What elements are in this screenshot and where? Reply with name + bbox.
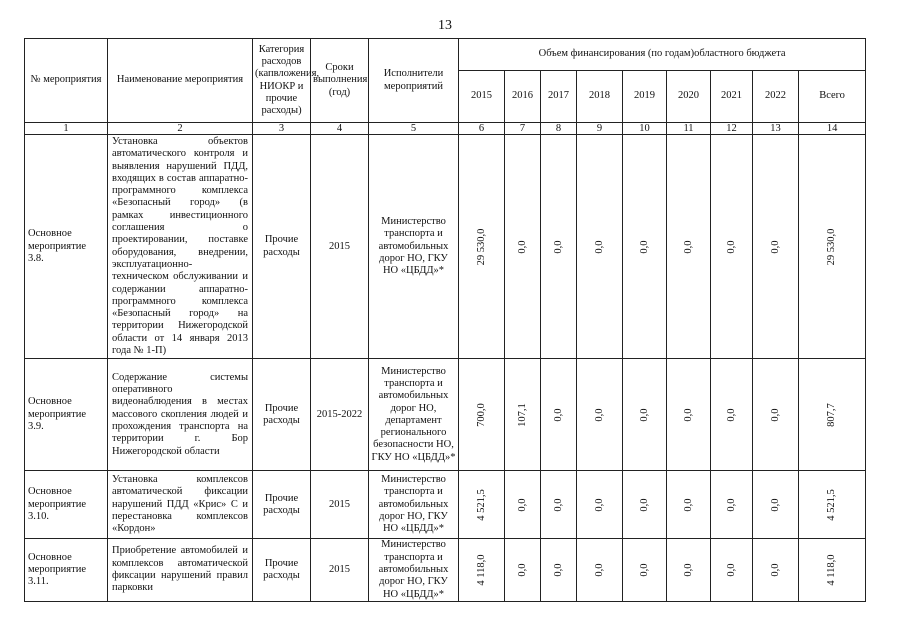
- column-index: 8: [541, 123, 577, 135]
- row-value: [459, 471, 505, 539]
- row-value: [711, 539, 753, 601]
- header-year: 2018: [577, 71, 623, 123]
- value-text: 700,0: [475, 403, 487, 427]
- row-value: [541, 539, 577, 601]
- value-text: 0,0: [638, 240, 650, 254]
- row-value: [623, 359, 667, 471]
- row-term: 2015: [311, 539, 369, 601]
- row-term: 2015: [311, 135, 369, 359]
- value-text: 0,0: [682, 240, 694, 254]
- value-text: 0,0: [725, 408, 737, 422]
- table-row: [25, 539, 866, 601]
- value-text: 0,0: [682, 408, 694, 422]
- row-value: [577, 135, 623, 359]
- value-text: 0,0: [552, 563, 564, 577]
- row-executor: Министерство транспорта и автомобильных дорог НО, ГКУ НО «ЦБДД»*: [369, 135, 459, 359]
- row-value: [711, 471, 753, 539]
- value-text: 0,0: [552, 498, 564, 512]
- row-term: 2015: [311, 471, 369, 539]
- column-index: 10: [623, 123, 667, 135]
- row-executor: Министерство транспорта и автомобильных дорог НО, ГКУ НО «ЦБДД»*: [369, 471, 459, 539]
- value-text: 4 521,5: [825, 489, 837, 521]
- value-text: 0,0: [516, 498, 528, 512]
- row-value: [799, 359, 866, 471]
- column-index: 5: [369, 123, 459, 135]
- header-year: 2016: [505, 71, 541, 123]
- value-text: 0,0: [638, 408, 650, 422]
- row-name: Установка объектов автоматического контроля и выявления нарушений ПДД, входящих в состав аппаратно-программного комплекса «Безопасный город» (в рамках инвестиционного соглашения о проектировании, поставке оборудования, внедрении, эксплуатационно-техническом обслуживании и содержании аппаратно-программного комплекса «Безопасный город» на территории Нижегородской области от 14 января 2013 года № 1-П): [108, 135, 253, 359]
- value-text: 0,0: [769, 563, 781, 577]
- header-name: Наименование мероприятия: [108, 39, 253, 123]
- row-value: [623, 135, 667, 359]
- header-number: № мероприятия: [25, 39, 108, 123]
- header-year: Всего: [799, 71, 866, 123]
- value-text: 0,0: [552, 408, 564, 422]
- value-text: 29 530,0: [825, 228, 837, 266]
- table-row: [25, 135, 866, 359]
- funding-table: [24, 38, 866, 602]
- row-value: [623, 539, 667, 601]
- row-value: [799, 539, 866, 601]
- value-text: 0,0: [725, 563, 737, 577]
- value-text: 4 118,0: [825, 554, 837, 586]
- row-category: Прочие расходы: [253, 471, 311, 539]
- row-value: [577, 359, 623, 471]
- value-text: 4 521,5: [475, 489, 487, 521]
- column-index: 1: [25, 123, 108, 135]
- value-text: 29 530,0: [475, 228, 487, 266]
- header-year: 2021: [711, 71, 753, 123]
- row-value: [623, 471, 667, 539]
- header-year: 2015: [459, 71, 505, 123]
- row-value: [667, 539, 711, 601]
- header-year: 2017: [541, 71, 577, 123]
- row-value: [753, 471, 799, 539]
- column-index: 11: [667, 123, 711, 135]
- row-name: Установка комплексов автоматической фиксации нарушений ПДД «Крис» С и перестановка комплексов «Кордон»: [108, 471, 253, 539]
- header-year: 2020: [667, 71, 711, 123]
- row-executor: Министерство транспорта и автомобильных дорог НО, департамент регионального безопасности НО, ГКУ НО «ЦБДД»*: [369, 359, 459, 471]
- row-term: 2015-2022: [311, 359, 369, 471]
- row-value: [541, 471, 577, 539]
- header-term: Сроки выполнения (год): [311, 39, 369, 123]
- row-category: Прочие расходы: [253, 135, 311, 359]
- table-row: [25, 471, 866, 539]
- row-value: [753, 359, 799, 471]
- row-number: Основное мероприятие 3.9.: [25, 359, 108, 471]
- value-text: 0,0: [725, 240, 737, 254]
- column-index: 4: [311, 123, 369, 135]
- row-value: [799, 471, 866, 539]
- row-value: [577, 539, 623, 601]
- value-text: 807,7: [825, 403, 837, 427]
- value-text: 0,0: [638, 563, 650, 577]
- value-text: 4 118,0: [475, 554, 487, 586]
- row-value: [753, 135, 799, 359]
- column-index: 6: [459, 123, 505, 135]
- header-funding: Объем финансирования (по годам)областного бюджета: [459, 39, 866, 71]
- row-value: [711, 135, 753, 359]
- row-value: [541, 135, 577, 359]
- row-value: [711, 359, 753, 471]
- value-text: 0,0: [593, 563, 605, 577]
- value-text: 0,0: [552, 240, 564, 254]
- value-text: 0,0: [725, 498, 737, 512]
- row-value: [505, 539, 541, 601]
- column-index: 9: [577, 123, 623, 135]
- value-text: 0,0: [593, 240, 605, 254]
- row-value: [541, 359, 577, 471]
- column-index: 12: [711, 123, 753, 135]
- value-text: 0,0: [516, 563, 528, 577]
- column-index: 14: [799, 123, 866, 135]
- value-text: 0,0: [769, 240, 781, 254]
- page-number: 13: [438, 18, 452, 33]
- column-index: 3: [253, 123, 311, 135]
- row-name: Приобретение автомобилей и комплексов автоматической фиксации нарушений правил парковки: [108, 539, 253, 601]
- row-value: [667, 359, 711, 471]
- row-category: Прочие расходы: [253, 539, 311, 601]
- header-executor: Исполнители мероприятий: [369, 39, 459, 123]
- row-number: Основное мероприятие 3.8.: [25, 135, 108, 359]
- row-value: [505, 135, 541, 359]
- row-number: Основное мероприятие 3.11.: [25, 539, 108, 601]
- row-value: [753, 539, 799, 601]
- row-value: [459, 135, 505, 359]
- row-value: [505, 471, 541, 539]
- column-index: 7: [505, 123, 541, 135]
- row-value: [667, 471, 711, 539]
- row-number: Основное мероприятие 3.10.: [25, 471, 108, 539]
- row-value: [667, 135, 711, 359]
- row-value: [459, 539, 505, 601]
- row-name: Содержание системы оперативного видеонаблюдения в местах массового скопления людей и прохождения транспорта на территории г. Бор Нижегородской области: [108, 359, 253, 471]
- value-text: 0,0: [638, 498, 650, 512]
- table-row: [25, 359, 866, 471]
- value-text: 0,0: [516, 240, 528, 254]
- row-value: [799, 135, 866, 359]
- column-index: 2: [108, 123, 253, 135]
- row-executor: Министерство транспорта и автомобильных дорог НО, ГКУ НО «ЦБДД»*: [369, 539, 459, 601]
- value-text: 0,0: [769, 498, 781, 512]
- value-text: 0,0: [682, 498, 694, 512]
- value-text: 0,0: [769, 408, 781, 422]
- row-category: Прочие расходы: [253, 359, 311, 471]
- header-year: 2019: [623, 71, 667, 123]
- value-text: 107,1: [516, 403, 528, 427]
- row-value: [505, 359, 541, 471]
- value-text: 0,0: [593, 408, 605, 422]
- row-value: [459, 359, 505, 471]
- header-year: 2022: [753, 71, 799, 123]
- value-text: 0,0: [593, 498, 605, 512]
- column-index: 13: [753, 123, 799, 135]
- header-category: Категория расходов (капвложения, НИОКР и прочие расходы): [253, 39, 311, 123]
- value-text: 0,0: [682, 563, 694, 577]
- row-value: [577, 471, 623, 539]
